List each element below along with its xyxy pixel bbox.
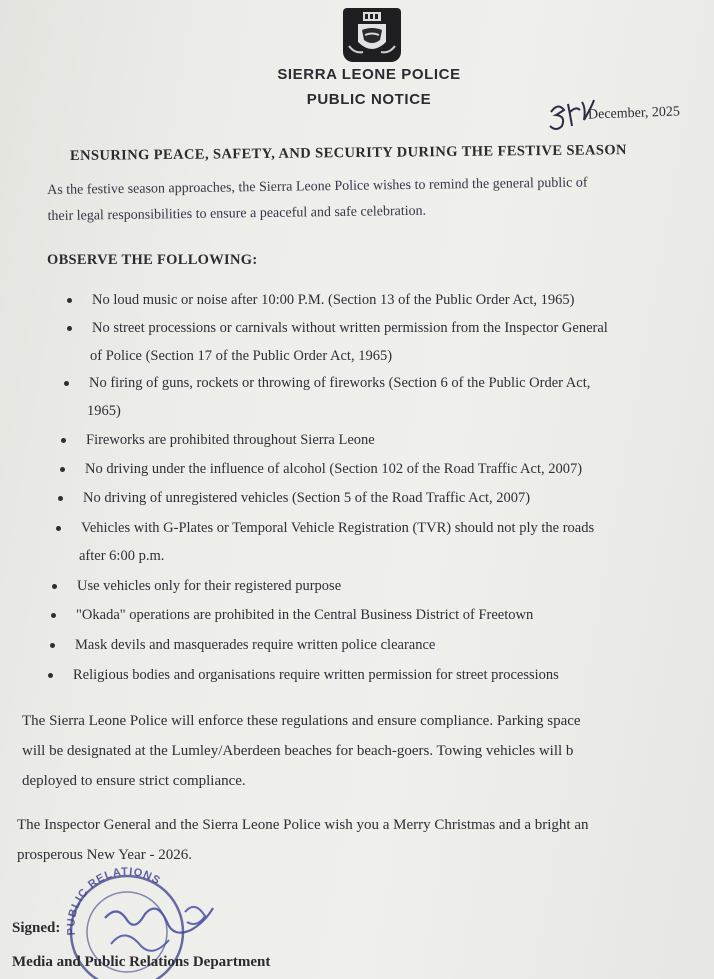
bullet-icon [51,613,56,618]
notice-type: PUBLIC NOTICE [306,91,432,108]
observe-heading: OBSERVE THE FOLLOWING: [47,252,258,268]
rule-text: of Police (Section 17 of the Public Order Act, 1965) [90,348,393,364]
intro-line-1: As the festive season approaches, the Sierra Leone Police wishes to remind the general public of [47,175,588,198]
notice-title: ENSURING PEACE, SAFETY, AND SECURITY DURING THE FESTIVE SEASON [69,142,627,164]
signature-scribble [105,908,213,933]
enforcement-paragraph [22,706,714,796]
svg-text:PUBLIC RELATIONS [65,866,162,936]
rule-text: Religious bodies and organisations require written permission for street processions [73,667,559,683]
enforcement-line-1: The Sierra Leone Police will enforce these regulations and ensure compliance. Parking space [22,713,581,729]
bullet-icon [56,526,61,531]
bullet-icon [61,438,66,443]
bullet-icon [60,467,65,472]
signed-label: Signed: [12,920,61,936]
intro-line-2: their legal responsibilities to ensure a peaceful and safe celebration. [47,203,427,224]
bullet-icon [67,326,72,331]
enforcement-line-3: deployed to ensure strict compliance. [22,773,246,789]
bullet-icon [50,643,55,648]
rule-text: 1965) [87,403,121,419]
bullet-icon [58,496,63,501]
greeting-line-2: prosperous New Year - 2026. [17,847,192,863]
rule-text: No loud music or noise after 10:00 P.M. (Section 13 of the Public Order Act, 1965) [92,292,575,308]
enforcement-line-2: will be designated at the Lumley/Aberdeen beaches for beach-goers. Towing vehicles will b [22,743,574,759]
department-name: Media and Public Relations Department [12,954,271,970]
rule-text: Vehicles with G-Plates or Temporal Vehicle Registration (TVR) should not ply the roads [81,520,595,536]
date-text: December, 2025 [587,104,681,123]
greeting-line-1: The Inspector General and the Sierra Leone Police wish you a Merry Christmas and a bright an [17,817,589,833]
rule-text: Fireworks are prohibited throughout Sierra Leone [86,432,375,448]
rule-text: No driving of unregistered vehicles (Section 5 of the Road Traffic Act, 2007) [83,490,531,506]
rule-text: No driving under the influence of alcohol (Section 102 of the Road Traffic Act, 2007) [85,461,583,477]
bullet-icon [67,298,72,303]
rule-text: No street processions or carnivals without written permission from the Inspector General [92,320,608,336]
rule-text: after 6:00 p.m. [79,548,165,564]
bullet-icon [64,381,69,386]
stamp-text: PUBLIC RELATIONS [65,865,163,936]
rule-text: Use vehicles only for their registered purpose [77,578,342,594]
rule-text: No firing of guns, rockets or throwing of fireworks (Section 6 of the Public Order Act, [89,375,591,391]
rule-text: "Okada" operations are prohibited in the Central Business District of Freetown [76,607,534,623]
rule-text: Mask devils and masquerades require written police clearance [75,637,436,653]
bullet-icon [48,673,53,678]
bullet-icon [52,584,57,589]
organization-name: SIERRA LEONE POLICE [277,66,461,83]
